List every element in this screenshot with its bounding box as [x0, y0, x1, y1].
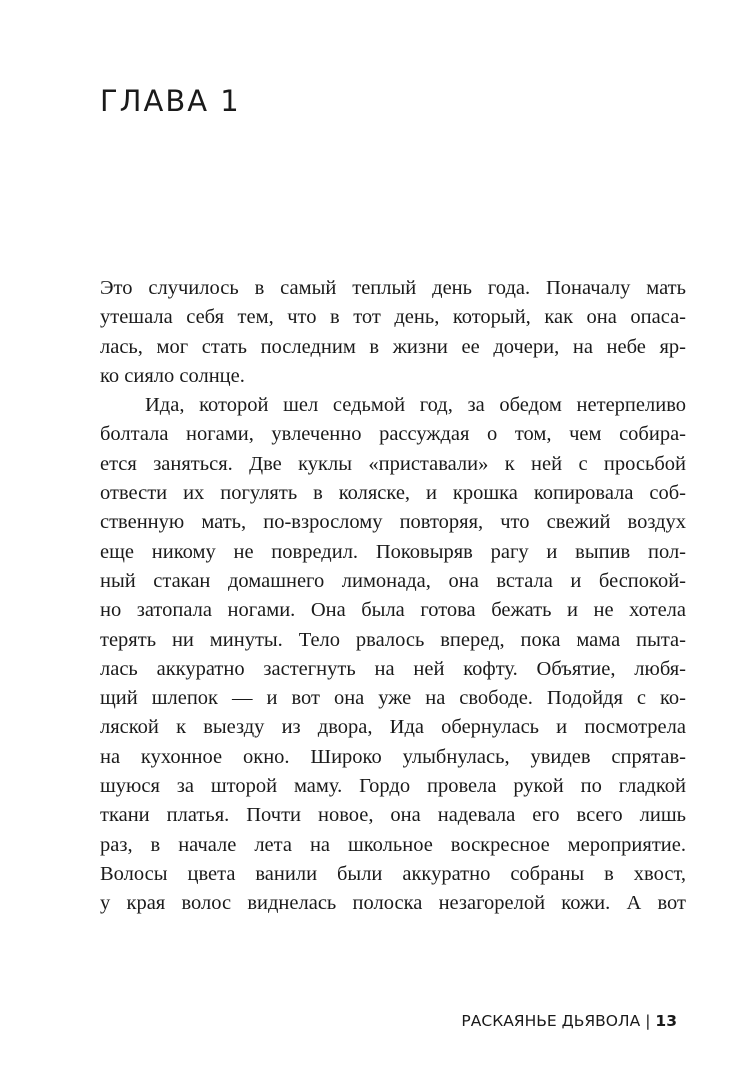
page-number: 13 [655, 1012, 677, 1030]
footer-separator: | [645, 1012, 651, 1030]
text-line: но затопала ногами. Она была готова бежать и не хотела [100, 599, 686, 622]
text-line: ко сияло солнце. [100, 364, 245, 387]
text-line: болтала ногами, увлеченно рассуждая о том, чем собира- [100, 423, 686, 446]
text-line: у края волос виднелась полоска незагорелой кожи. А вот [100, 892, 686, 915]
text-line: еще никому не повредил. Поковыряв рагу и выпив пол- [100, 540, 686, 563]
text-line: Ида, которой шел седьмой год, за обедом нетерпеливо [145, 394, 686, 417]
text-line: терять ни минуты. Тело рвалось вперед, пока мама пыта- [100, 628, 686, 651]
book-title: РАСКАЯНЬЕ ДЬЯВОЛА [461, 1012, 641, 1030]
text-line: ный стакан домашнего лимонада, она встала и беспокой- [100, 569, 686, 592]
text-line: лась аккуратно застегнуть на ней кофту. Объятие, любя- [100, 657, 686, 680]
text-line: щий шлепок — и вот она уже на свободе. Подойдя с ко- [100, 687, 686, 710]
text-line: ляской к выезду из двора, Ида обернулась и посмотрела [100, 716, 686, 739]
text-line: лась, мог стать последним в жизни ее дочери, на небе яр- [100, 335, 686, 358]
text-line: ткани платья. Почти новое, она надевала его всего лишь [100, 804, 686, 827]
chapter-title: ГЛАВА 1 [100, 84, 241, 118]
text-line: ется заняться. Две куклы «приставали» к ней с просьбой [100, 452, 686, 475]
text-line: шуюся за шторой маму. Гордо провела рукой по гладкой [100, 775, 686, 798]
text-line: раз, в начале лета на школьное воскресное мероприятие. [100, 833, 686, 856]
running-footer [461, 1012, 677, 1030]
text-line: на кухонное окно. Широко улыбнулась, увидев спрятав- [100, 745, 686, 768]
text-line: Это случилось в самый теплый день года. Поначалу мать [100, 277, 686, 299]
text-line: утешала себя тем, что в тот день, который, как она опаса- [100, 306, 686, 329]
text-line: Волосы цвета ванили были аккуратно собраны в хвост, [100, 862, 686, 885]
body-text [100, 274, 686, 919]
text-line: ственную мать, по-взрослому повторяя, что свежий воздух [100, 511, 686, 534]
text-line: отвести их погулять в коляске, и крошка копировала соб- [100, 482, 686, 505]
